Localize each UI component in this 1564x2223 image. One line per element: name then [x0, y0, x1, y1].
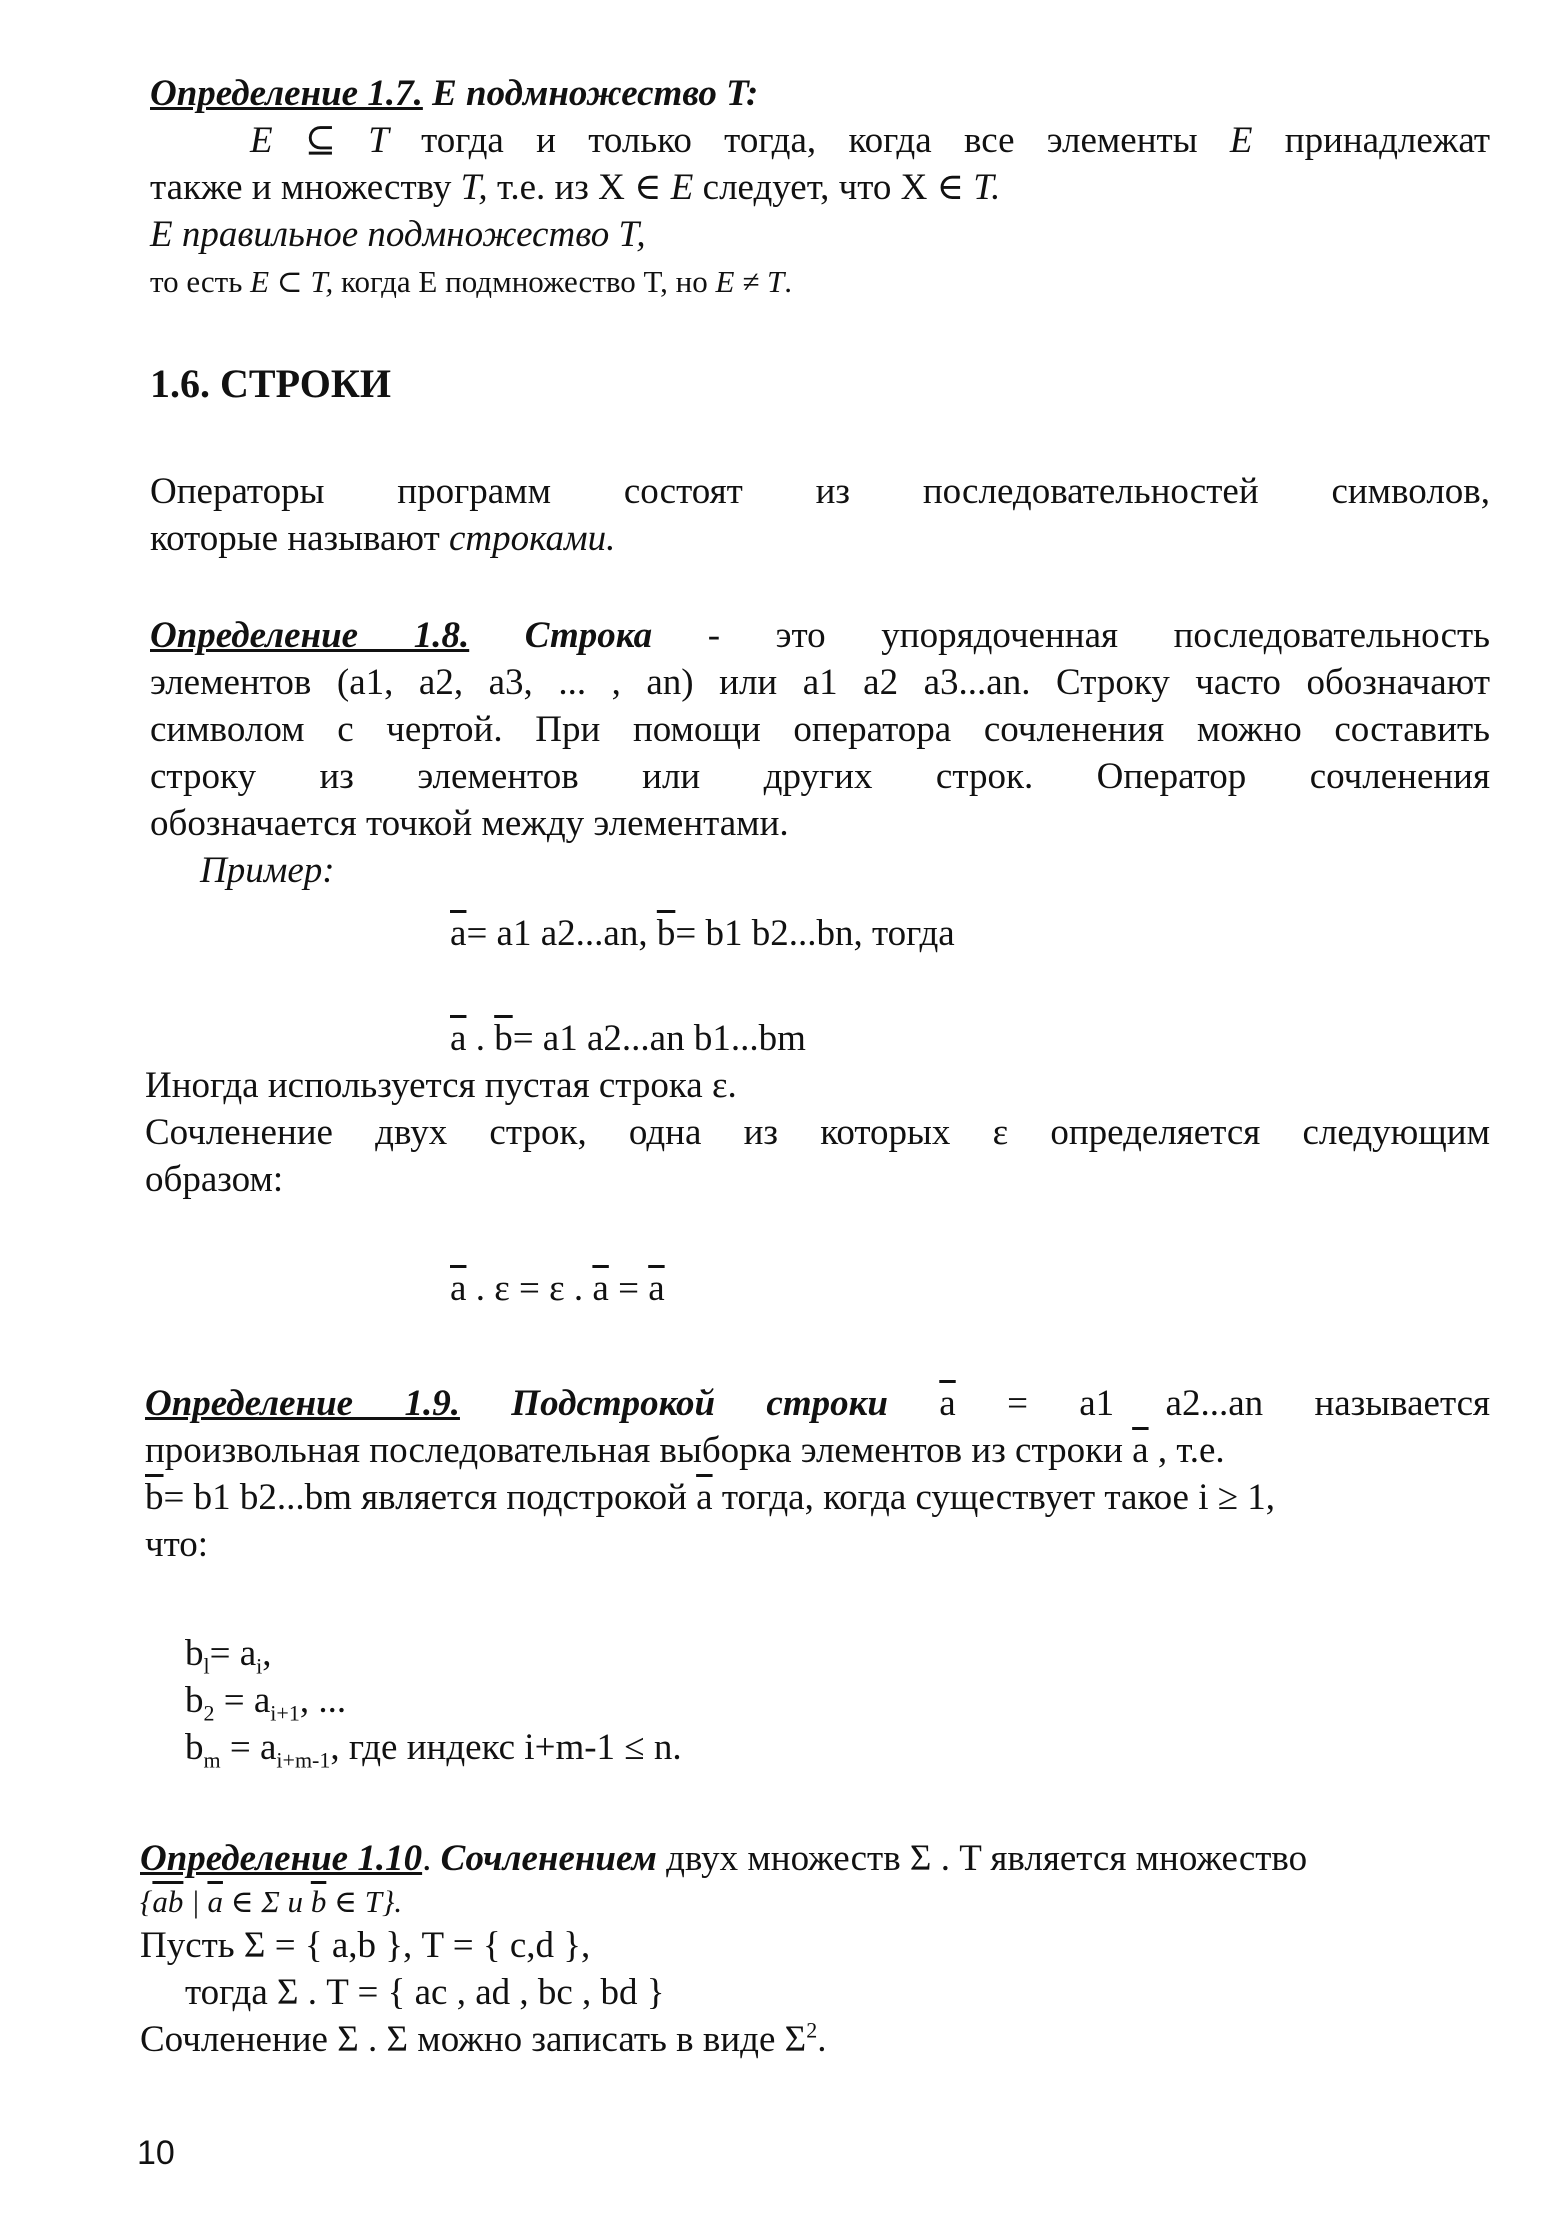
intro-paragraph: Операторы программ состоят из последовательностей символов, которые называют строками. — [150, 471, 1490, 559]
empty-string-paragraph: Иногда используется пустая строка ε. Сочленение двух строк, одна из которых ε определяется следующим образом: — [145, 1065, 1490, 1200]
definition-1-10: Определение 1.10. Сочленением двух множеств Σ . T является множество {$\overline{ab}$ | $\overline{a}$ ∈ Σ и $\overline{b}$ ∈ T}. Пусть Σ = { a,b }, T = { c,d }, тогда Σ . T = { ac , ad , bc , bd } Сочленение Σ . Σ можно записать в виде $\Sigma^2$. — [140, 1835, 1490, 2063]
def-title: E подмножество T: — [432, 73, 759, 114]
example-label: Пример: — [200, 850, 335, 891]
def-label: Определение 1.10 — [140, 1838, 423, 1879]
section-heading: 1.6. СТРОКИ — [150, 361, 391, 406]
def-label: Определение 1.8. — [150, 615, 470, 656]
page-number: 10 — [137, 2134, 175, 2172]
proper-subset-line: E правильное подмножество T, — [150, 214, 646, 255]
example-formula-1: $\overline{a}= a1$ a2...an, $\overline{b}= b1$ b2...bn, тогда — [450, 913, 955, 954]
concat-set-formula: {$\overline{ab}$ | $\overline{a}$ ∈ Σ и $\overline{b}$ ∈ T}. — [140, 1884, 403, 1919]
def-label: Определение 1.9. — [145, 1383, 460, 1424]
def-title: Подстрокой строки — [511, 1383, 888, 1424]
definition-1-8: Определение 1.8. Строка - это упорядоченная последовательность элементов (a1, a2, a3, ... , an) или a1 a2 a3...an. Строку часто обозначают символом с чертой. При помощи оператора сочленения можно составить строку из элементов или других строк. Оператор сочленения обозначается точкой между элементами. Пример: — [150, 612, 1490, 894]
definition-1-9: Определение 1.9. Подстрокой строки $\overline{a} = a1$ a2...an называется произвольная последовательная выборка элементов из строки $\overline{a}$ , т.е. $\overline{b}= b1$ b2...bm является подстрокой $\overline{a}$ тогда, когда существует такое i ≥ 1, что: — [145, 1383, 1491, 1565]
def-title: Строка — [524, 615, 653, 656]
def-label: Определение 1.7. — [150, 73, 423, 114]
definition-1-7: Определение 1.7. E подмножество T: E ⊆ T тогда и только тогда, когда все элементы E принадлежат также и множеству T, т.е. из X ∈ E следует, что X ∈ T. E правильное подмножество T, то есть E ⊂ T, когда E подмножество T, но E ≠ T. — [150, 73, 1490, 299]
example-formula-2: $\overline{a}$ . $\overline{b}= a1$ a2...an b1...bm — [450, 1018, 806, 1059]
def-title: Сочленением — [440, 1838, 657, 1879]
empty-string-formula: $\overline{a}$ . ε = ε . $\overline{a} = \overline{a}$ — [450, 1268, 665, 1309]
substring-conditions: $b_l= a_i$, $b_2 = a_{i+1}$, ... $b_m = a_{i+m-1}$, где индекс i+m-1 ≤ n. — [185, 1633, 682, 1773]
